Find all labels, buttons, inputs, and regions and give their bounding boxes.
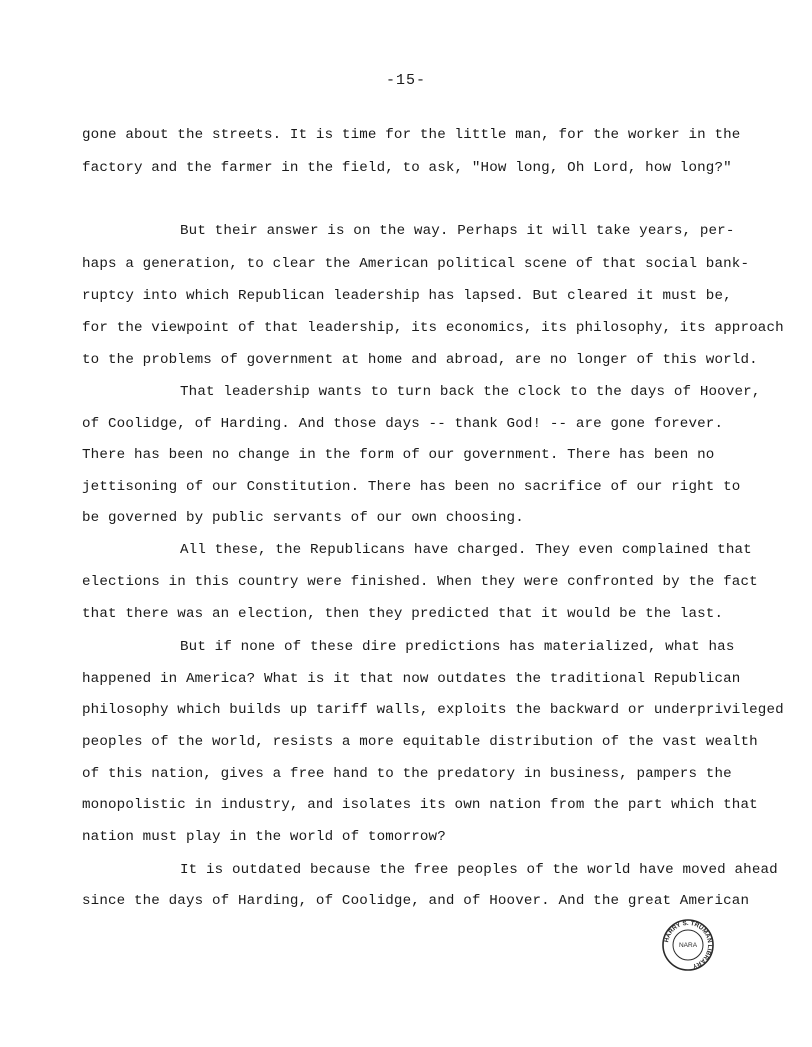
text-line: peoples of the world, resists a more equitable distribution of the vast wealth xyxy=(82,734,758,750)
text-line: gone about the streets. It is time for the little man, for the worker in the xyxy=(82,127,741,143)
text-line: be governed by public servants of our own choosing. xyxy=(82,510,524,526)
text-line: nation must play in the world of tomorrow? xyxy=(82,829,446,845)
text-line: of Coolidge, of Harding. And those days -- thank God! -- are gone forever. xyxy=(82,416,724,432)
stamp-outer-text: HARRY S. TRUMAN LIBRARY xyxy=(663,919,714,970)
text-line: monopolistic in industry, and isolates its own nation from the part which that xyxy=(82,797,758,813)
text-line: elections in this country were finished. When they were confronted by the fact xyxy=(82,574,758,590)
text-line: since the days of Harding, of Coolidge, and of Hoover. And the great American xyxy=(82,893,750,909)
text-line: factory and the farmer in the field, to ask, "How long, Oh Lord, how long?" xyxy=(82,160,732,176)
text-line: for the viewpoint of that leadership, its economics, its philosophy, its approach xyxy=(82,320,784,336)
stamp-inner-text: NARA xyxy=(678,942,698,949)
text-line: jettisoning of our Constitution. There has been no sacrifice of our right to xyxy=(82,479,741,495)
text-line: that there was an election, then they predicted that it would be the last. xyxy=(82,606,724,622)
text-line: ruptcy into which Republican leadership has lapsed. But cleared it must be, xyxy=(82,288,732,304)
text-line: That leadership wants to turn back the clock to the days of Hoover, xyxy=(180,384,761,400)
text-line: It is outdated because the free peoples of the world have moved ahead xyxy=(180,862,778,878)
library-stamp-icon xyxy=(661,918,715,972)
text-line: But if none of these dire predictions has materialized, what has xyxy=(180,639,735,655)
page-number: -15- xyxy=(385,72,426,89)
text-line: But their answer is on the way. Perhaps it will take years, per- xyxy=(180,223,735,239)
text-line: happened in America? What is it that now outdates the traditional Republican xyxy=(82,671,741,687)
text-line: philosophy which builds up tariff walls, exploits the backward or underprivileged xyxy=(82,702,784,718)
text-line: of this nation, gives a free hand to the predatory in business, pampers the xyxy=(82,766,732,782)
text-line: haps a generation, to clear the American political scene of that social bank- xyxy=(82,256,750,272)
text-line: to the problems of government at home and abroad, are no longer of this world. xyxy=(82,352,758,368)
text-line: All these, the Republicans have charged. They even complained that xyxy=(180,542,752,558)
text-line: There has been no change in the form of our government. There has been no xyxy=(82,447,715,463)
